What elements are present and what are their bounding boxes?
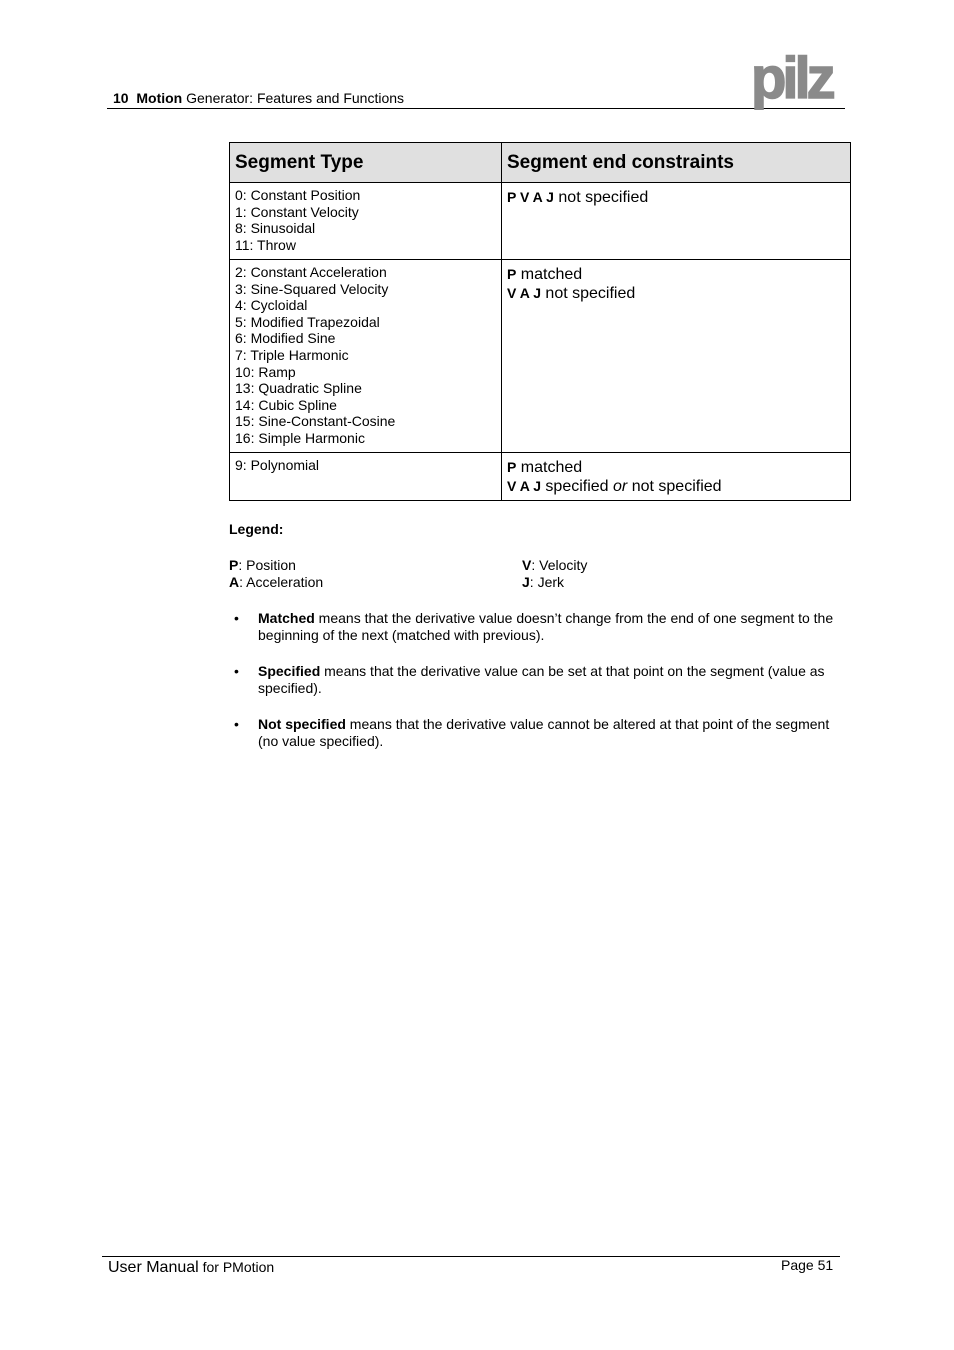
footer-rule [102,1256,840,1258]
definition-term: Not specified [258,716,346,733]
list-item [229,610,834,643]
page-header [107,54,845,110]
segment-constraints-table [229,142,851,501]
definitions-list [229,610,834,770]
constraint-text: matched [516,266,583,283]
segment-type: 1: Constant Velocity [235,203,359,220]
constraint-text: not specified [553,189,649,206]
bullet-icon: • [234,663,239,680]
list-item [229,663,834,696]
legend-key: J [522,573,530,590]
derivative-keys: V A J [507,285,541,301]
definition-term: Matched [258,610,315,626]
segment-type: 8: Sinusoidal [235,220,316,237]
segment-type: 9: Polynomial [235,457,320,473]
legend-title: Legend: [229,521,284,537]
legend-key: A [229,573,240,590]
col-header-segment-end-constraints: Segment end constraints [502,143,851,183]
legend-column-right [522,557,587,590]
segment-type: 14: Cubic Spline [235,396,337,413]
derivative-keys: V A J [507,478,541,494]
constraint-italic: or [613,478,628,495]
col-header-segment-type: Segment Type [230,143,502,183]
table-row [230,453,851,501]
derivative-keys: P [507,459,517,475]
segment-types-cell [230,260,502,453]
bullet-icon: • [234,610,239,626]
legend-label: : Acceleration [239,573,324,590]
page-number: Page 51 [781,1257,834,1273]
legend-entry-acceleration [229,574,323,591]
legend-column-left [229,557,323,590]
constraint-line [507,284,845,303]
manual-subtitle: for PMotion [198,1259,275,1275]
legend-key: P [229,557,239,573]
constraints-cell [502,453,851,501]
derivative-keys: P [507,266,517,282]
constraints-cell [502,260,851,453]
segment-type: 15: Sine-Constant-Cosine [235,413,396,430]
segment-type: 5: Modified Trapezoidal [235,313,380,330]
footer-manual-title [108,1259,274,1277]
bullet-icon: • [234,716,239,733]
segment-types-cell [230,183,502,260]
chapter-title-rest: Generator: Features and Functions [186,90,405,106]
legend-key: V [522,557,532,573]
table-header-row [230,143,851,183]
constraints-cell [502,183,851,260]
segment-type: 6: Modified Sine [235,330,336,347]
list-item [229,716,834,749]
legend-entry-jerk [522,574,587,591]
legend-label: : Position [238,557,296,573]
segment-type: 4: Cycloidal [235,297,308,314]
constraint-text: specified [540,478,614,495]
segment-type: 3: Sine-Squared Velocity [235,280,389,297]
constraint-text: matched [516,459,583,476]
constraint-line [507,188,845,207]
constraint-line [507,477,845,496]
definition-term: Specified [258,663,321,680]
segment-type: 11: Throw [235,236,296,253]
segment-type: 7: Triple Harmonic [235,346,349,363]
definition-text: means that the derivative value can be set at that point on the segment (value as specified). [258,663,825,696]
segment-type: 10: Ramp [235,363,296,380]
chapter-number: 10 [113,90,129,106]
pilz-logo [751,54,843,110]
legend-label: : Velocity [531,557,588,573]
table-row [230,260,851,453]
manual-title: User Manual [108,1259,199,1276]
constraint-text: not specified [540,285,636,302]
segment-type: 16: Simple Harmonic [235,429,365,446]
segment-type: 2: Constant Acceleration [235,264,387,280]
chapter-title-bold: Motion [136,90,183,106]
legend-label: : Jerk [529,573,565,590]
legend-entry-position [229,557,323,574]
constraint-line [507,265,845,284]
logo-text: pilz [751,54,832,110]
derivative-keys: P V A J [507,189,554,205]
definition-text: means that the derivative value doesn’t change from the end of one segment to the beginning of the next (matched with previous). [258,610,834,643]
segment-type: 0: Constant Position [235,187,361,203]
segment-types-cell [230,453,502,501]
constraint-text: not specified [627,478,722,495]
legend-entry-velocity [522,557,587,574]
table-row [230,183,851,260]
definition-text: means that the derivative value cannot be altered at that point of the segment (no value specified). [258,716,830,749]
segment-type: 13: Quadratic Spline [235,380,362,397]
chapter-heading [113,90,404,106]
constraint-line [507,458,845,477]
